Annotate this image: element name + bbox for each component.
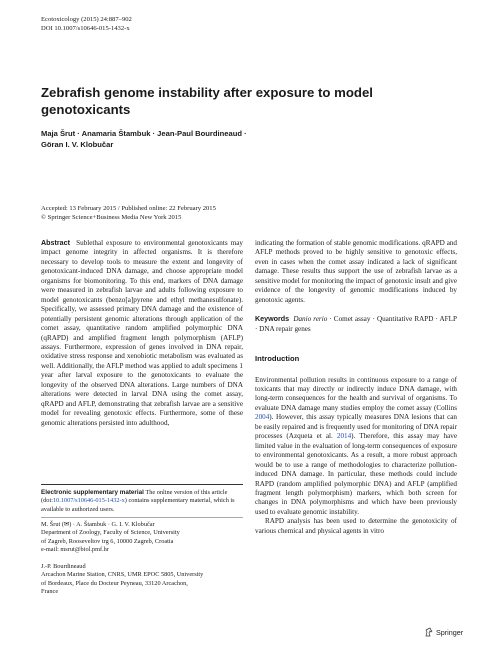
intro-p1-a: Environmental pollution results in continuous exposure to a range of toxicants that may directly or indirectly induce DNA damage, with long-term consequences for the health and survival of organisms. To evaluate DNA damage many studies employ the comet assay (Collins [255, 375, 457, 412]
aff2-name: J.-P. Bourdineaud [41, 563, 86, 570]
esm-text-a: The online version of this article (doi: [41, 489, 228, 505]
keyword-danio-rerio: Danio rerio [293, 315, 328, 324]
keywords-label: Keywords [255, 315, 290, 324]
affiliation-1 [41, 521, 243, 555]
dates-line-1: Accepted: 13 February 2015 / Published online: 22 February 2015 [41, 205, 216, 212]
right-column [255, 239, 457, 536]
aff1-address: of Zagreb, Rooseveltov trg 6, 10000 Zagreb, Croatia [41, 537, 174, 545]
author-list [41, 128, 461, 150]
esm-doi-link[interactable]: 10.1007/s10646-015-1432-x [52, 497, 125, 505]
aff1-dept: Department of Zoology, Faculty of Science, University [41, 529, 180, 537]
springer-horse-icon [424, 627, 434, 637]
aff2-country: France [41, 588, 59, 596]
journal-doi: DOI 10.1007/s10646-015-1432-x [41, 25, 130, 32]
abstract-paragraph [41, 239, 243, 428]
springer-logo [424, 627, 463, 637]
aff2-address: of Bordeaux, Place du Docteur Peyneau, 33120 Arcachon, [41, 579, 188, 587]
affiliation-divider [41, 517, 243, 518]
publication-dates [41, 204, 216, 222]
intro-paragraph-2: RAPD analysis has been used to determine the genotoxicity of various chemical and physical agents in vitro [255, 517, 457, 535]
copyright-line: © Springer Science+Business Media New York 2015 [41, 214, 182, 221]
journal-citation: Ecotoxicology (2015) 24:887–902 [41, 16, 132, 23]
intro-p1-c: ). Therefore, this assay may have limited value in the evaluation of long-term consequences of exposure to environmental genotoxicants. As a result, a more robust approach would be to use a range of methodologies to characterize pollution-induced DNA damage. In particular, these methods could include RAPD (random amplified polymorphic DNA) and AFLP (amplified fragment length polymorphism) markers, which both screen for changes in DNA polymorphisms and which have been previously used to evaluate genomic instability. [255, 432, 457, 516]
esm-label: Electronic supplementary material [41, 489, 144, 496]
introduction-heading: Introduction [255, 354, 300, 364]
aff1-email[interactable]: e-mail: msrut@biol.pmf.hr [41, 546, 109, 554]
aff2-dept: Arcachon Marine Station, CNRS, UMR EPOC 5805, University [41, 571, 204, 579]
aff1-names: M. Šrut (✉) · A. Štambuk · G. I. V. Klobučar [41, 521, 155, 528]
esm-footnote [41, 489, 243, 514]
esm-text-b: ) contains supplementary material, which is available to authorized users. [41, 497, 235, 513]
left-column [41, 239, 243, 428]
affiliation-2 [41, 563, 243, 597]
authors-line-2: Göran I. V. Klobučar [41, 140, 114, 149]
abstract-continuation: indicating the formation of stable genomic modifications. qRAPD and AFLP methods proved to be highly sensitive to genotoxic effects, even in cases when the comet assay indicated a lack of significant damage. These results thus support the use of zebrafish larvae as a sensitive model for monitoring the impact of genotoxic insult and give evidence of the longevity of genomic modifications induced by genotoxic agents. [255, 239, 457, 304]
abstract-text: Sublethal exposure to environmental genotoxicants may impact genome integrity in affected organisms. It is therefore necessary to develop tools to measure the extent and longevity of genotoxicant-induced DNA damage, and choose appropriate model organisms for biomonitoring. To this end, markers of DNA damage were measured in zebrafish larvae and adults following exposure to model genotoxicants (benzo[a]pyrene and ethyl methanesulfonate). Specifically, we assessed primary DNA damage and the existence of potentially persistent genomic alterations through application of the comet assay, quantitative random amplified polymorphic DNA (qRAPD) and amplified fragment length polymorphism (AFLP) assays. Furthermore, expression of genes involved in DNA repair, oxidative stress response and xenobiotic metabolism was evaluated as well. Additionally, the AFLP method was applied to adult specimens 1 year after larval exposure to the genotoxicants to evaluate the longevity of the observed DNA alterations. Large numbers of DNA alterations were detected in larval DNA using the comet assay, qRAPD and AFLP, demonstrating that zebrafish larvae are a sensitive model for revealing genotoxic effects. Furthermore, some of these genomic alterations persisted into adulthood, [41, 239, 243, 427]
intro-paragraph-1 [255, 376, 457, 518]
authors-line-1: Maja Šrut · Anamaria Štambuk · Jean-Paul Bourdineaud · [41, 129, 247, 138]
intro-p1-b: ). However, this assay typically measures DNA lesions that can be easily repaired and is frequently used for monitoring of DNA repair processes (Azqueta et al. [255, 413, 457, 441]
ref-azqueta-2014[interactable]: 2014 [336, 432, 352, 441]
footnote-divider [41, 484, 243, 485]
article-title: Zebrafish genome instability after exposure to model genotoxicants [41, 85, 373, 117]
keywords [255, 315, 457, 334]
journal-header [41, 15, 132, 33]
abstract-label: Abstract [41, 239, 70, 247]
publisher-name: Springer [436, 627, 464, 637]
ref-collins-2004[interactable]: 2004 [255, 413, 270, 422]
keywords-rest: · Comet assay · Quantitative RAPD · AFLP · DNA repair genes [255, 315, 457, 333]
